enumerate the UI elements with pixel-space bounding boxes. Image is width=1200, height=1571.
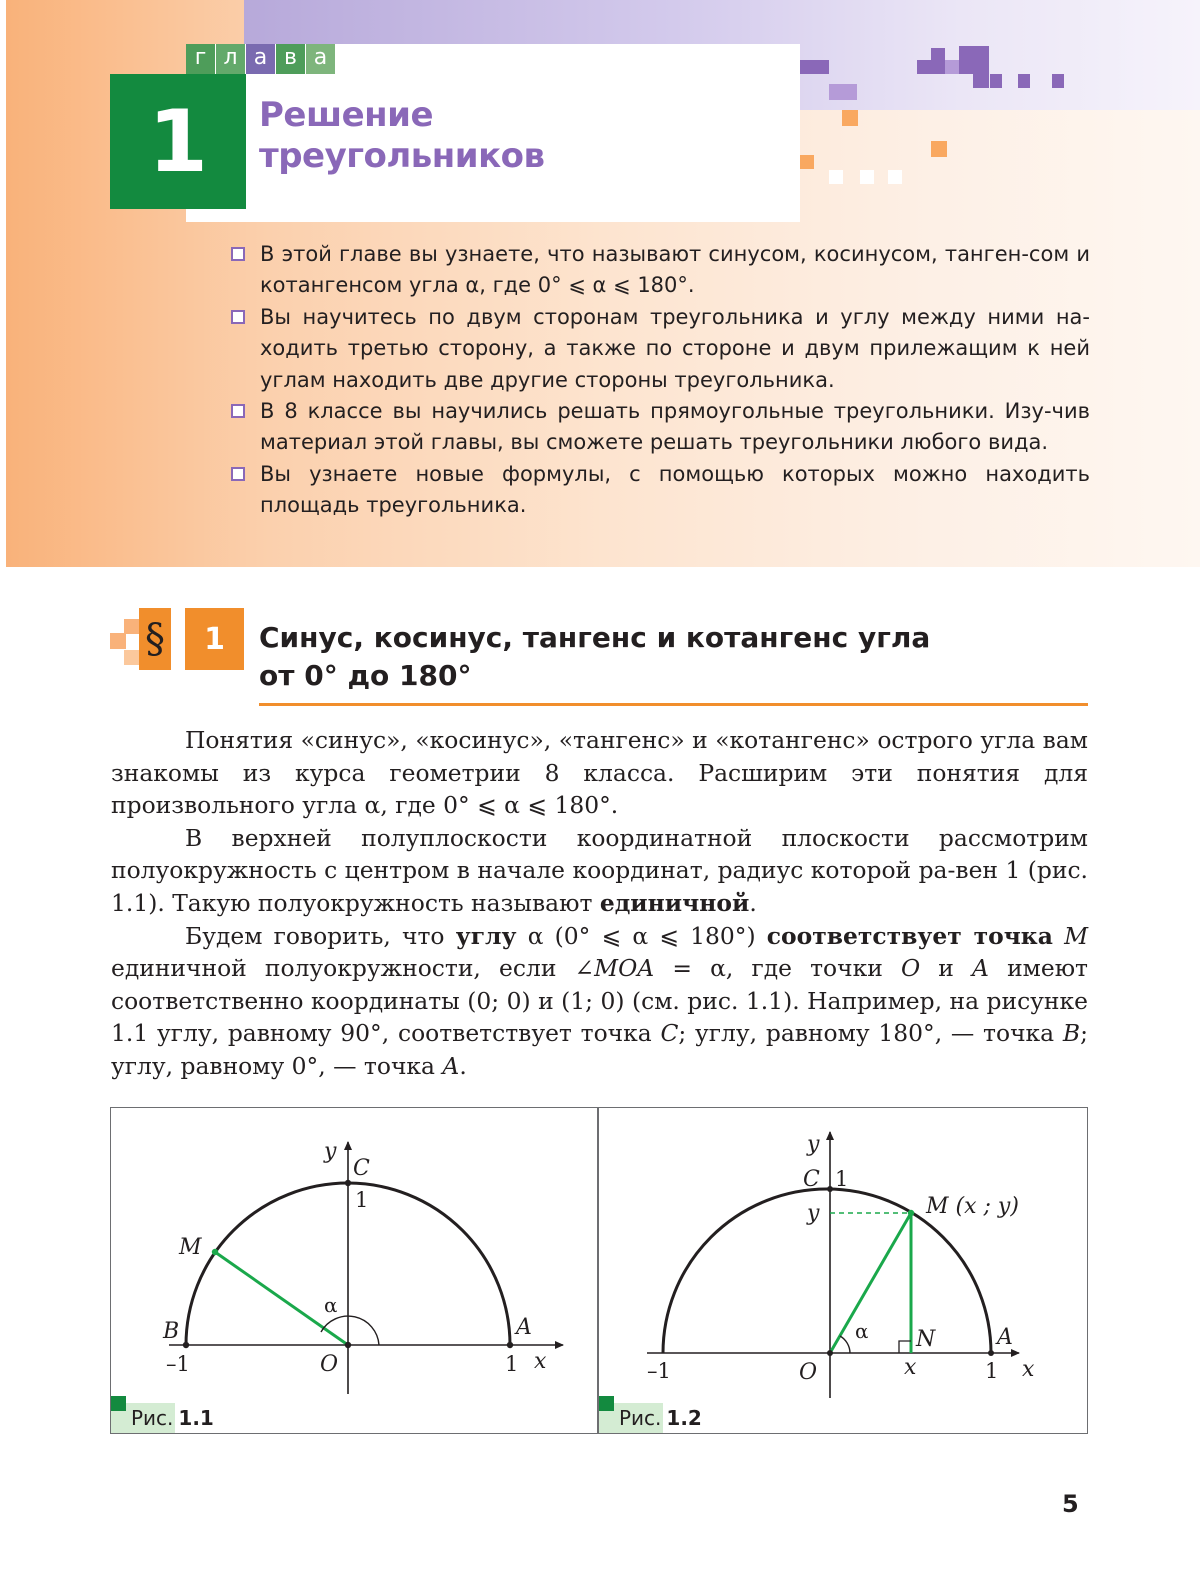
square-bullet-icon bbox=[231, 404, 245, 418]
label-c: C bbox=[803, 1167, 820, 1192]
label-x-tick: x bbox=[904, 1355, 917, 1380]
chapter-title-line: Решение bbox=[259, 95, 434, 135]
section-sign-icon: § bbox=[139, 608, 171, 670]
label-minus-one: –1 bbox=[647, 1359, 671, 1383]
chapter-label-letter: а bbox=[246, 44, 275, 74]
square-bullet-icon bbox=[231, 467, 245, 481]
intro-item-text: В 8 классе вы научились решать прямоугольные треугольники. Изу-чив материал этой главы, вы сможете решать треугольники любого вида. bbox=[260, 399, 1090, 455]
label-o: O bbox=[799, 1360, 818, 1385]
label-one-x: 1 bbox=[505, 1352, 519, 1376]
label-a: A bbox=[997, 1325, 1013, 1350]
body-text bbox=[111, 724, 1088, 1083]
section-title bbox=[259, 619, 1089, 695]
square-bullet-icon bbox=[231, 247, 245, 261]
square-bullet-icon bbox=[231, 310, 245, 324]
right-angle-mark bbox=[899, 1341, 911, 1353]
radius-om bbox=[830, 1213, 911, 1353]
label-one-x: 1 bbox=[985, 1359, 999, 1383]
label-m: M (x ; y) bbox=[926, 1194, 1019, 1219]
point-b bbox=[183, 1342, 189, 1348]
intro-item-text: Вы узнаете новые формулы, с помощью которых можно находить площадь треугольника. bbox=[260, 461, 1090, 518]
intro-item-text: Вы научитесь по двум сторонам треугольника и углу между ними на-ходить третью сторону, а также по стороне и двум прилежащим к ней углам находить две другие стороны треугольника. bbox=[260, 304, 1090, 392]
term-bold: соответствует точка bbox=[766, 921, 1053, 950]
angle-arc bbox=[840, 1336, 850, 1353]
point-m bbox=[212, 1249, 218, 1255]
intro-item-text: В этой главе вы узнаете, что называют синусом, косинусом, танген-сом и котангенсом угла α, где 0° ⩽ α ⩽ 180°. bbox=[260, 242, 1090, 298]
intro-item bbox=[228, 239, 1090, 302]
label-minus-one: –1 bbox=[166, 1352, 190, 1376]
chapter-number: 1 bbox=[110, 74, 246, 209]
figure-caption bbox=[111, 1403, 214, 1433]
label-n: N bbox=[916, 1327, 936, 1352]
label-one-y: 1 bbox=[355, 1188, 369, 1212]
label-a: A bbox=[516, 1315, 532, 1340]
caption-number: 1.1 bbox=[178, 1406, 214, 1430]
figure-1-2 bbox=[599, 1108, 1087, 1433]
page-number: 5 bbox=[1062, 1490, 1079, 1518]
caption-word: Рис. bbox=[599, 1403, 663, 1433]
intro-item bbox=[228, 459, 1090, 522]
label-one-y: 1 bbox=[835, 1167, 849, 1191]
label-alpha: α bbox=[324, 1293, 338, 1317]
point-o bbox=[345, 1342, 351, 1348]
point-c bbox=[345, 1180, 351, 1186]
label-y-tick: y bbox=[807, 1201, 820, 1226]
label-y: y bbox=[807, 1132, 820, 1157]
label-x: x bbox=[1022, 1357, 1035, 1382]
paragraph: В верхней полуплоскости координатной плоскости рассмотрим полуокружность с центром в начале координат, радиус которой ра-вен 1 (рис. 1.1). Такую полуокружность называют единичной. bbox=[111, 823, 1088, 917]
section-title-line: Синус, косинус, тангенс и котангенс угла bbox=[259, 621, 931, 654]
chapter-label bbox=[186, 44, 336, 74]
label-c: C bbox=[353, 1156, 370, 1181]
point-a bbox=[988, 1350, 994, 1356]
label-o: O bbox=[320, 1352, 339, 1377]
label-b: B bbox=[163, 1319, 180, 1344]
paragraph: Понятия «синус», «косинус», «тангенс» и «котангенс» острого угла вам знакомы из курса геометрии 8 класса. Расширим эти понятия для произвольного угла α, где 0° ⩽ α ⩽ 180°. bbox=[111, 726, 1088, 820]
point-a bbox=[507, 1342, 513, 1348]
intro-item bbox=[228, 396, 1090, 459]
label-x: x bbox=[534, 1349, 547, 1374]
chapter-label-letter: в bbox=[276, 44, 305, 74]
label-alpha: α bbox=[855, 1319, 869, 1343]
paragraph: Будем говорить, что углу α (0° ⩽ α ⩽ 180°) соответствует точка M единичной полуокружности, если ∠MOA = α, где точки O и A имеют соответственно координаты (0; 0) и (1; 0) (см. рис. 1.1). Например, на рисунке 1.1 углу, равному 90°, соответствует точка C; углу, равному 180°, — точка B; углу, равному 0°, — точка A. bbox=[111, 921, 1089, 1080]
chapter-title bbox=[259, 95, 779, 177]
section-title-line: от 0° до 180° bbox=[259, 659, 472, 692]
figure-caption bbox=[599, 1403, 702, 1433]
chapter-intro-list bbox=[228, 239, 1090, 522]
intro-item bbox=[228, 302, 1090, 396]
section-rule bbox=[259, 703, 1088, 706]
caption-word: Рис. bbox=[111, 1403, 175, 1433]
figure-1-1 bbox=[111, 1108, 597, 1433]
caption-number: 1.2 bbox=[666, 1406, 702, 1430]
section-number: 1 bbox=[185, 608, 244, 670]
term-bold: единичной bbox=[599, 888, 750, 917]
chapter-title-line: треугольников bbox=[259, 136, 545, 176]
point-c bbox=[827, 1186, 833, 1192]
caption-marker-icon bbox=[599, 1396, 614, 1411]
chapter-label-letter: л bbox=[216, 44, 245, 74]
chapter-label-letter: а bbox=[306, 44, 335, 74]
caption-marker-icon bbox=[111, 1396, 126, 1411]
label-m: M bbox=[179, 1235, 202, 1260]
point-m bbox=[908, 1210, 914, 1216]
chapter-label-letter: г bbox=[186, 44, 215, 74]
label-y: y bbox=[324, 1139, 337, 1164]
term-bold: углу bbox=[455, 921, 517, 950]
point-o bbox=[827, 1350, 833, 1356]
